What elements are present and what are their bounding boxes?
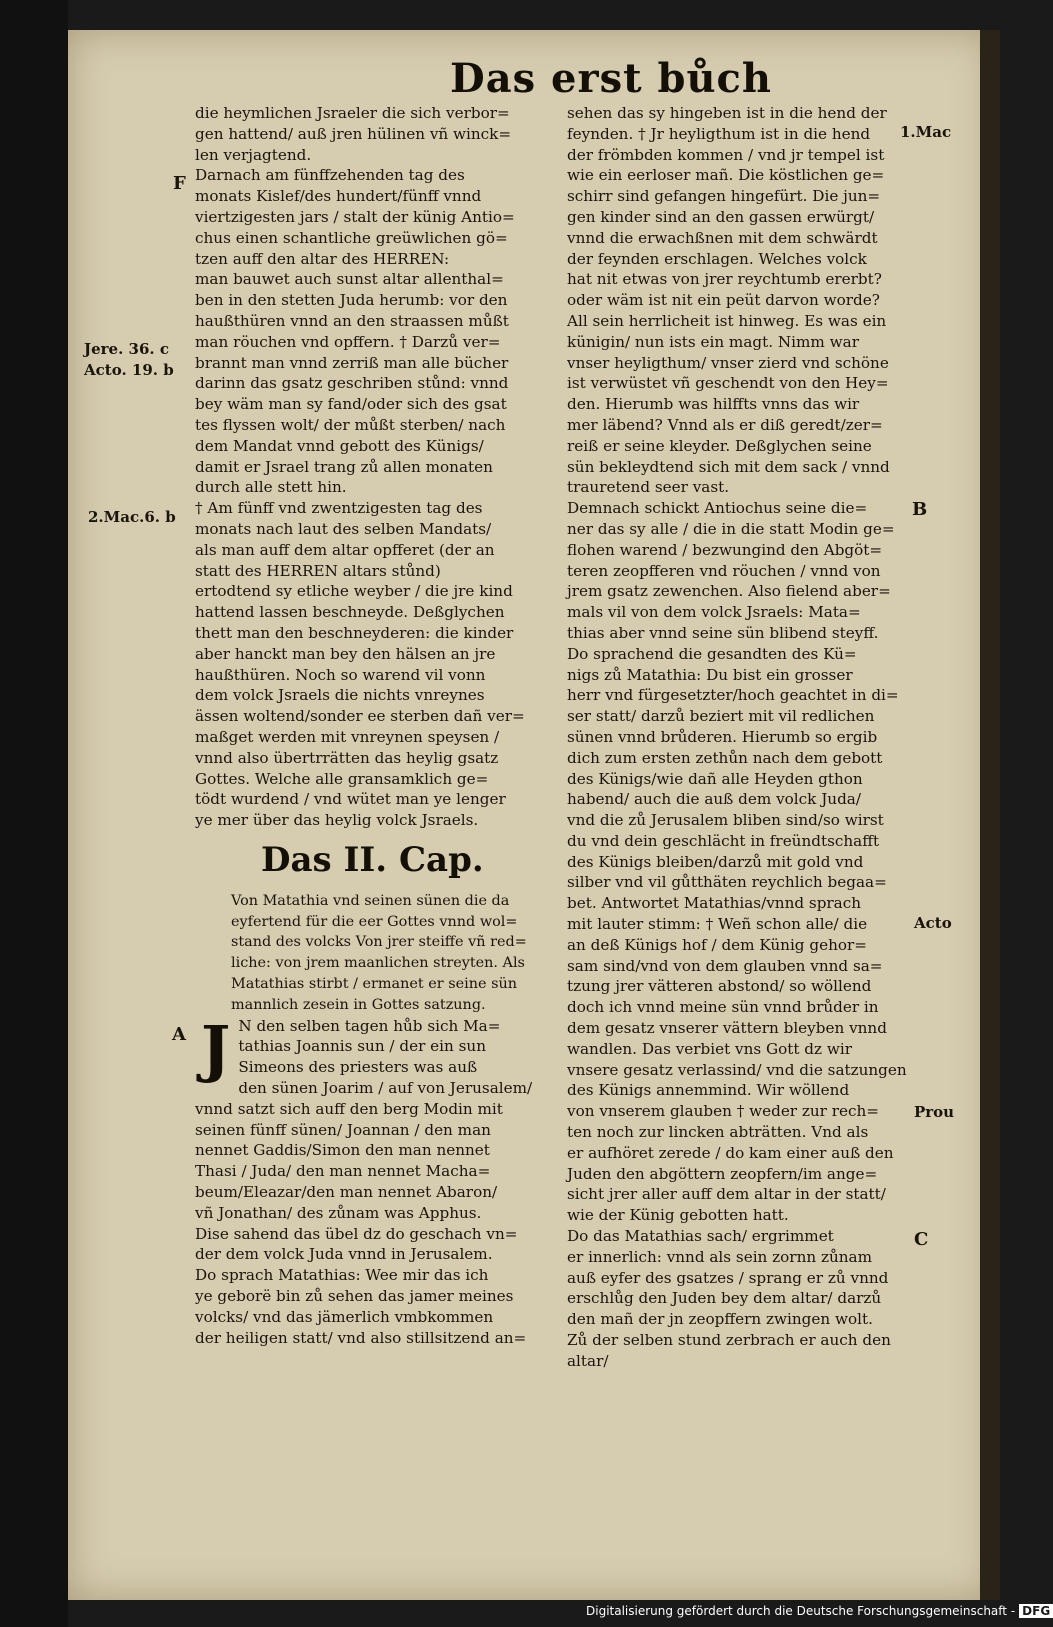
text-line: aber hanckt man bey den hälsen an jre [195,644,496,663]
digitization-credit [586,1604,1053,1618]
text-line: wandlen. Das verbiet vns Gott dz wir [567,1039,852,1058]
margin-reference-acto-right: Acto [914,914,952,932]
text-line: tes flyssen wolt/ der můßt sterben/ nach [195,415,506,434]
text-line: N den selben tagen hůb sich Ma= [238,1016,501,1035]
text-line: darinn das gsatz geschriben stůnd: vnnd [195,374,509,393]
margin-reference-prou: Prou [914,1103,955,1121]
text-line: der frömbden kommen / vnd jr tempel ist [567,145,885,164]
text-line: † Am fünff vnd zwentzigesten tag des [195,499,483,518]
chapter-heading: Das II. Cap. [261,839,484,880]
text-line: Juden den abgöttern zeopfern/im ange= [567,1164,878,1183]
text-line: trauretend seer vast. [567,478,730,497]
margin-section-letter-f: F [173,173,186,194]
text-line: Zů der selben stund zerbrach er auch den [567,1331,891,1350]
chapter-body-text [195,1011,557,1349]
text-line: vnnd satzt sich auff den berg Modin mit [195,1099,503,1118]
text-line: mer läbend? Vnnd als er diß geredt/zer= [567,415,883,434]
text-line: man bauwet auch sunst altar allenthal= [195,270,504,289]
text-line: ner das sy alle / die in die statt Modin ge= [567,519,895,538]
text-line: sün bekleydtend sich mit dem sack / vnnd [567,457,890,476]
text-line: der dem volck Juda vnnd in Jerusalem. [195,1245,493,1264]
text-line: volcks/ vnd das jämerlich vmbkommen [195,1307,494,1326]
dfg-logo: DFG [1019,1604,1053,1618]
text-line: maßget werden mit vnreynen speysen / [195,727,500,746]
text-line: doch ich vnnd meine sün vnnd brůder in [567,998,879,1017]
text-line: den mañ der jn zeopffern zwingen wolt. [567,1310,873,1329]
text-line: wie der Künig gebotten hatt. [567,1206,789,1225]
text-line: hat nit etwas von jrer reychtumb ererbt? [567,270,882,289]
text-line: brannt man vnnd zerriß man alle bücher [195,353,509,372]
text-line: Do sprach Matathias: Wee mir das ich [195,1266,489,1285]
decorated-initial: J [201,1011,231,1085]
right-text-column [567,103,912,1372]
text-line: als man auff dem altar opfferet (der an [195,540,495,559]
text-line: nennet Gaddis/Simon den man nennet [195,1141,490,1160]
text-line: Dise sahend das übel dz do geschach vn= [195,1224,518,1243]
text-line: herr vnd fürgesetzter/hoch geachtet in di= [567,686,899,705]
text-line: Gottes. Welche alle gransamklich ge= [195,769,489,788]
text-line: ertodtend sy etliche weyber / die jre kind [195,582,513,601]
text-line: des Künigs annemmind. Wir wöllend [567,1081,850,1100]
text-line: des Künigs/wie dañ alle Heyden gthon [567,769,863,788]
text-line: All sein herrlicheit ist hinweg. Es was ein [567,311,887,330]
text-line: künigin/ nun ists ein magt. Nimm war [567,332,859,351]
text-line: schirr sind gefangen hingefürt. Die jun= [567,187,881,206]
text-line: sünen vnnd brůderen. Hierumb so ergib [567,727,878,746]
text-line: vnnd also übertrrätten das heylig gsatz [195,748,499,767]
text-line: flohen warend / bezwungind den Abgöt= [567,540,883,559]
text-line: der feynden erschlagen. Welches volck [567,249,867,268]
text-line: feynden. † Jr heyligthum ist in die hend [567,124,871,143]
text-line: man röuchen vnd opffern. † Darzů ver= [195,332,501,351]
text-line: die heymlichen Jsraeler die sich verbor= [195,104,510,122]
scan-border-left [0,0,68,1627]
margin-section-letter-c: C [914,1229,929,1250]
text-line: vñ Jonathan/ des zůnam was Apphus. [195,1203,482,1222]
text-line: erschlůg den Juden bey dem altar/ darzů [567,1289,882,1308]
text-line: bet. Antwortet Matathias/vnnd sprach [567,894,862,913]
text-line: dich zum ersten zethůn nach dem gebott [567,748,883,767]
text-line: len verjagtend. [195,145,312,164]
margin-section-letter-a: A [172,1024,186,1045]
text-line: haußthüren. Noch so warend vil vonn [195,665,486,684]
facing-page-edge [980,30,1000,1600]
text-line: habend/ auch die auß dem volck Juda/ [567,790,861,809]
text-line: seinen fünff sünen/ Joannan / den man [195,1120,491,1139]
text-line: silber vnd vil gůtthäten reychlich begaa= [567,873,887,892]
text-line: ten noch zur lincken abträtten. Vnd als [567,1123,869,1142]
margin-section-letter-b: B [912,499,928,520]
text-line: mals vil von dem volck Jsraels: Mata= [567,603,861,622]
text-line: tödt wurdend / vnd wütet man ye lenger [195,790,506,809]
text-line: ye geborë bin zů sehen das jamer meines [195,1287,514,1306]
text-line: beum/Eleazar/den man nennet Abaron/ [195,1183,498,1202]
text-line: teren zeopfferen vnd röuchen / vnnd von [567,561,881,580]
text-line: sehen das sy hingeben ist in die hend der [567,104,887,122]
margin-reference-acto: Acto. 19. b [84,361,174,379]
text-line: reiß er seine kleyder. Deßglychen seine [567,436,872,455]
chapter-summary [231,891,557,1016]
text-line: mit lauter stimm: † Weñ schon alle/ die [567,915,868,934]
text-line: statt des HERREN altars stůnd) [195,561,441,580]
left-column-text-before-chapter [195,103,557,831]
text-line: er aufhöret zerede / do kam einer auß den [567,1143,894,1162]
text-line: Do das Matathias sach/ ergrimmet [567,1227,834,1246]
text-line: monats Kislef/des hundert/fünff vnnd [195,187,482,206]
text-line: ye mer über das heylig volck Jsraels. [195,811,479,830]
text-line: ben in den stetten Juda herumb: vor den [195,291,508,310]
text-line: viertzigesten jars / stalt der künig Antio= [195,207,515,226]
text-line: an deß Künigs hof / dem Künig gehor= [567,935,867,954]
text-line: du vnd dein geschlächt in freündtschafft [567,831,880,850]
text-line: des Künigs bleiben/darzů mit gold vnd [567,852,864,871]
text-line: eyfertend für die eer Gottes vnnd wol= [231,913,518,930]
text-line: vnd die zů Jerusalem bliben sind/so wirst [567,811,884,830]
text-line: nigs zů Matathia: Du bist ein grosser [567,665,853,684]
text-line: jrem gsatz zewenchen. Also fielend aber= [567,582,891,601]
text-line: er innerlich: vnnd als sein zornn zůnam [567,1247,872,1266]
text-line: gen hattend/ auß jren hülinen vñ winck= [195,124,512,143]
text-line: thett man den beschneyderen: die kinder [195,623,514,642]
text-line: haußthüren vnnd an den straassen můßt [195,311,509,330]
text-line: Matathias stirbt / ermanet er seine sün [231,976,518,993]
text-line: damit er Jsrael trang zů allen monaten [195,457,493,476]
text-line: den sünen Joarim / auf von Jerusalem/ [238,1079,533,1098]
text-line: gen kinder sind an den gassen erwürgt/ [567,207,875,226]
text-line: ässen woltend/sonder ee sterben dañ ver= [195,707,525,726]
text-line: vnsere gesatz verlassind/ vnd die satzungen [567,1060,907,1079]
text-line: tzen auff den altar des HERREN: [195,249,450,268]
text-line: ser statt/ darzů beziert mit vil redlichen [567,707,875,726]
text-line: dem gesatz vnserer vättern bleyben vnnd [567,1019,887,1038]
text-line: Von Matathia vnd seinen sünen die da [231,892,510,909]
text-line: durch alle stett hin. [195,478,347,497]
text-line: monats nach laut des selben Mandats/ [195,519,492,538]
margin-reference-1mac: 1.Mac [900,123,952,141]
text-line: vnser heyligthum/ vnser zierd vnd schöne [567,353,889,372]
text-line: ist verwüstet vñ geschendt von den Hey= [567,374,889,393]
footer-text: Digitalisierung gefördert durch die Deutsche Forschungsgemeinschaft - [586,1604,1016,1618]
text-line: mannlich zesein in Gottes satzung. [231,996,486,1013]
text-line: dem Mandat vnnd gebott des Künigs/ [195,436,484,455]
text-line: Demnach schickt Antiochus seine die= [567,499,868,518]
text-line: bey wäm man sy fand/oder sich des gsat [195,395,507,414]
text-line: Simeons des priesters was auß [238,1058,478,1077]
text-line: oder wäm ist nit ein peüt darvon worde? [567,291,880,310]
text-line: von vnserem glauben † weder zur rech= [567,1102,880,1121]
text-line: der heiligen statt/ vnd also stillsitzend an= [195,1328,527,1347]
text-line: altar/ [567,1351,609,1370]
left-text-column [195,103,557,1348]
text-line: sam sind/vnd von dem glauben vnnd sa= [567,956,883,975]
text-line: liche: von jrem maanlichen streyten. Als [231,955,525,972]
text-line: tzung jrer vätteren abstond/ so wöllend [567,977,872,996]
text-line: chus einen schantliche greüwlichen gö= [195,228,508,247]
text-line: Darnach am fünffzehenden tag des [195,166,465,185]
text-line: dem volck Jsraels die nichts vnreynes [195,686,485,705]
text-line: sicht jrer aller auff dem altar in der statt/ [567,1185,886,1204]
text-line: wie ein eerloser mañ. Die köstlichen ge= [567,166,885,185]
text-line: Do sprachend die gesandten des Kü= [567,644,857,663]
text-line: hattend lassen beschneyde. Deßglychen [195,603,505,622]
text-line: vnnd die erwachßnen mit dem schwärdt [567,228,878,247]
text-line: tathias Joannis sun / der ein sun [238,1037,486,1056]
margin-reference-jere: Jere. 36. c [84,340,169,358]
running-head-title: Das erst bůch [450,55,772,102]
margin-reference-mac: 2.Mac.6. b [88,508,176,526]
text-line: stand des volcks Von jrer steiffe vñ red= [231,934,527,951]
text-line: thias aber vnnd seine sün blibend steyff. [567,623,879,642]
text-line: den. Hierumb was hilffts vnns das wir [567,395,860,414]
text-line: Thasi / Juda/ den man nennet Macha= [195,1162,491,1181]
text-line: auß eyfer des gsatzes / sprang er zů vnnd [567,1268,889,1287]
